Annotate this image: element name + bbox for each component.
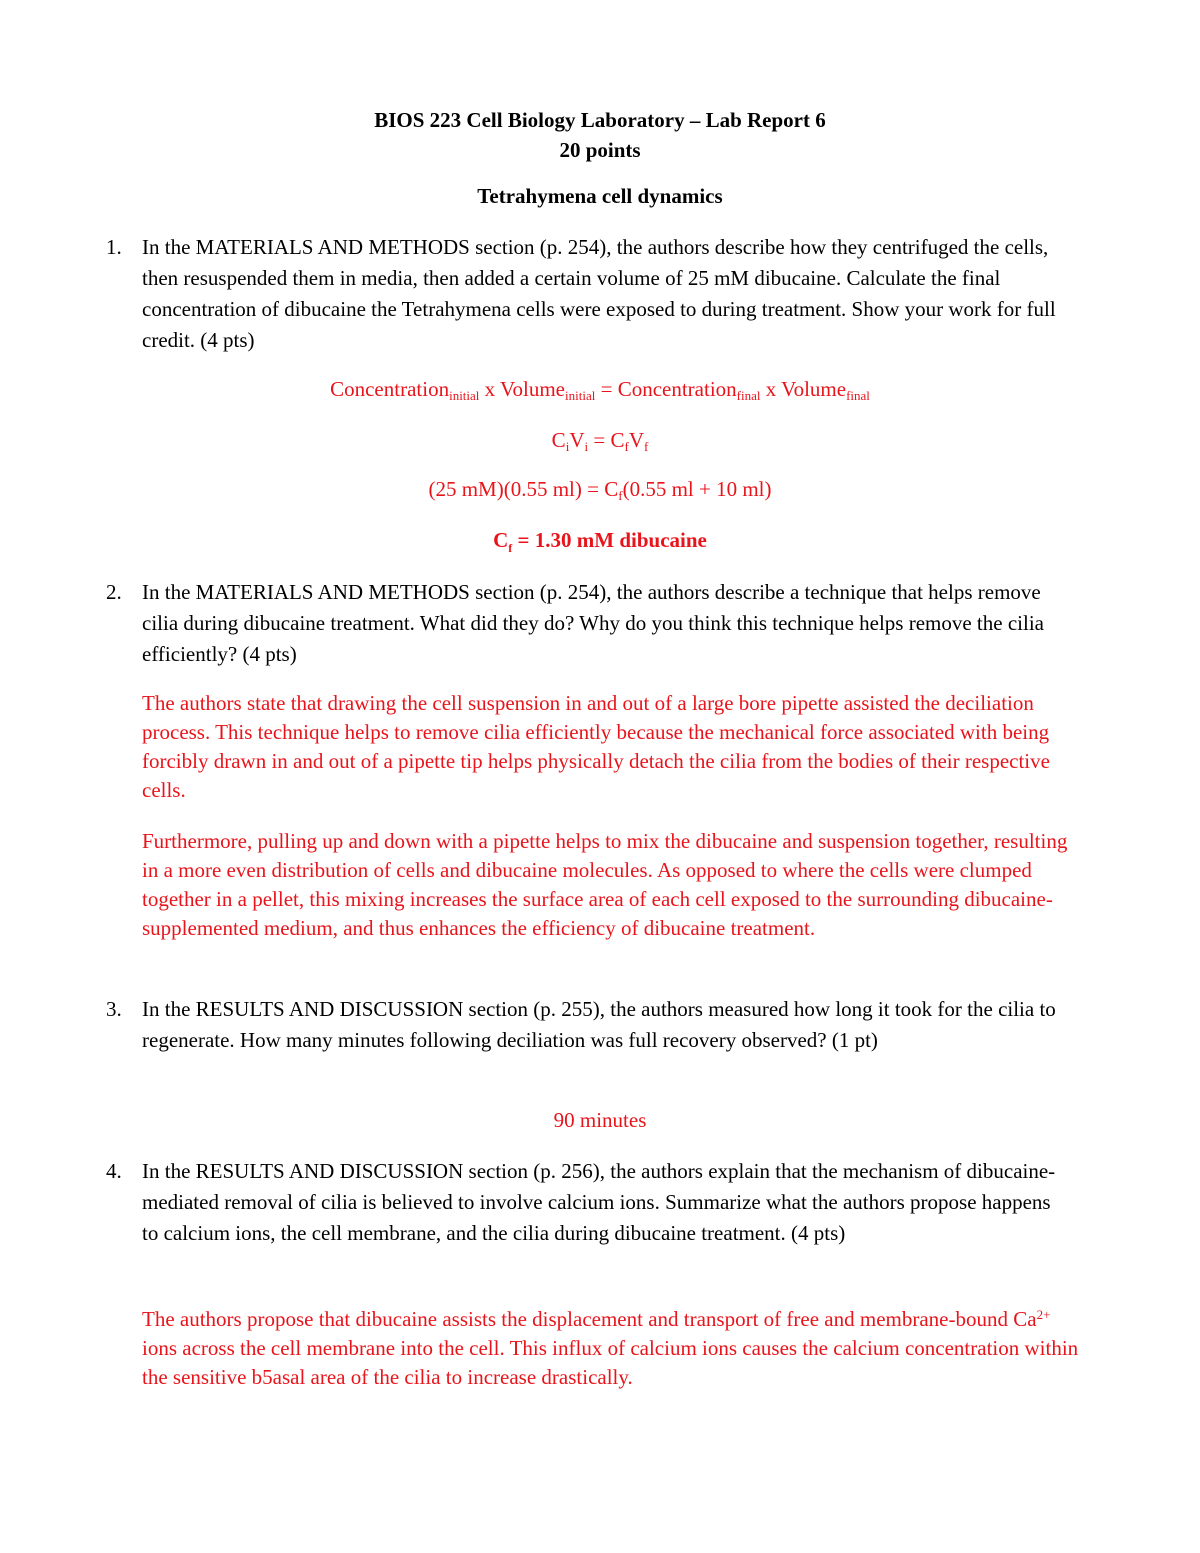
equation-result: $C_f = 1.30$ mM dibucaine xyxy=(493,528,707,555)
answer-2-paragraph-2: Furthermore, pulling up and down with a pipette helps to mix the dibucaine and suspension together, resulting in a more even distribution of cells and dibucaine molecules. As opposed to where the cells were clumped together in a pellet, this mixing increases the surface area of each cell exposed to the surrounding dibucaine-supplemented medium, and thus enhances the efficiency of dibucaine treatment. xyxy=(142,829,1068,940)
answer-4: The authors propose that dibucaine assists the displacement and transport of free and membrane-bound $Ca^{2+}$ ions across the cell membrane into the cell. This influx of calcium ions causes the calcium concentration within the sensitive b5asal area of the cilia to increase drastically. xyxy=(142,1307,1079,1389)
question-number: 3. xyxy=(106,997,122,1021)
document-title: BIOS 223 Cell Biology Laboratory – Lab Report 6 xyxy=(374,108,826,132)
question-1 xyxy=(106,232,1066,356)
document-points: 20 points xyxy=(559,138,641,162)
equation-dilution-symbols: $C_iV_i = C_fV_f$ xyxy=(551,428,649,454)
answer-3: 90 minutes xyxy=(553,1108,647,1132)
equation-dilution-words: Concentration$_{initial}$ x Volume$_{initial}$ = Concentration$_{final}$ x Volume$_{final}$ xyxy=(330,377,870,403)
question-2 xyxy=(106,577,1066,670)
question-text: In the MATERIALS AND METHODS section (p. 254), the authors describe a technique that helps remove cilia during dibucaine treatment. What did they do? Why do you think this technique helps remove the cilia efficiently? (4 pts) xyxy=(142,580,1044,666)
answer-2-paragraph-1: The authors state that drawing the cell suspension in and out of a large bore pipette assisted the deciliation process. This technique helps to remove cilia efficiently because the mechanical force associated with being forcibly drawn in and out of a pipette tip helps physically detach the cilia from the bodies of their respective cells. xyxy=(142,691,1050,802)
question-number: 4. xyxy=(106,1159,122,1183)
question-3 xyxy=(106,994,1066,1056)
question-4 xyxy=(106,1156,1066,1249)
equation-substitution: (25 mM)(0.55 $ml) = C_f(0.55$ ml + 10 ml) xyxy=(428,477,772,503)
question-text: In the RESULTS AND DISCUSSION section (p. 255), the authors measured how long it took for the cilia to regenerate. How many minutes following deciliation was full recovery observed? (1 pt) xyxy=(142,997,1056,1052)
question-number: 2. xyxy=(106,580,122,604)
question-text: In the RESULTS AND DISCUSSION section (p. 256), the authors explain that the mechanism of dibucaine-mediated removal of cilia is believed to involve calcium ions. Summarize what the authors propose happens to calcium ions, the cell membrane, and the cilia during dibucaine treatment. (4 pts) xyxy=(142,1159,1056,1245)
document-subtitle: Tetrahymena cell dynamics xyxy=(477,184,723,208)
question-number: 1. xyxy=(106,235,122,259)
question-text: In the MATERIALS AND METHODS section (p. 254), the authors describe how they centrifuged the cells, then resuspended them in media, then added a certain volume of 25 mM dibucaine. Calculate the final concentration of dibucaine the Tetrahymena cells were exposed to during treatment. Show your work for full credit. (4 pts) xyxy=(142,235,1056,352)
